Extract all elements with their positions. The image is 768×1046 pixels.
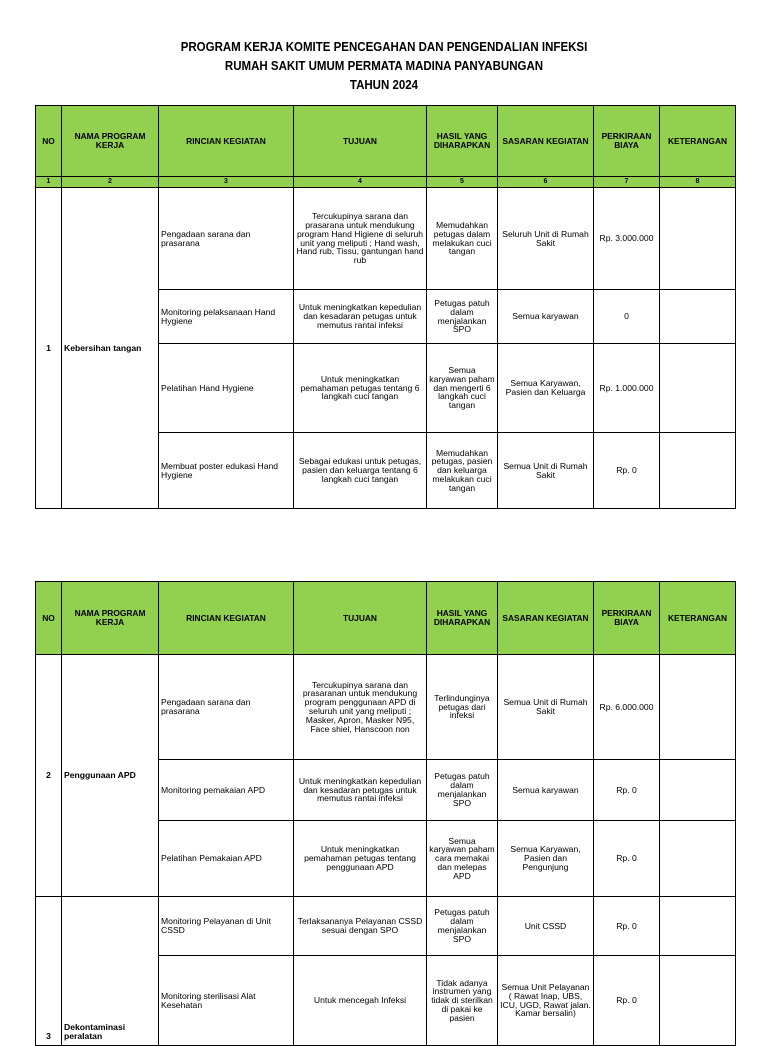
program-no: 2 — [36, 655, 62, 897]
program-name: Dekontaminasi peralatan — [62, 897, 159, 1046]
sasaran-cell: Seluruh Unit di Rumah Sakit — [498, 188, 594, 290]
tujuan-cell: Untuk meningkatkan kepedulian dan kesadaran petugas untuk memutus rantai infeksi — [294, 760, 427, 821]
header-biaya: PERKIRAAN BIAYA — [594, 106, 660, 177]
biaya-cell: Rp. 0 — [594, 956, 660, 1046]
hasil-cell: Tidak adanya instrumen yang tidak di sterilkan di pakai ke pasien — [427, 956, 498, 1046]
header-tujuan: TUJUAN — [294, 582, 427, 655]
header-biaya: PERKIRAAN BIAYA — [594, 582, 660, 655]
keterangan-cell — [660, 956, 736, 1046]
rincian-cell: Monitoring Pelayanan di Unit CSSD — [159, 897, 294, 956]
hasil-cell: Semua karyawan paham cara memakai dan melepas APD — [427, 821, 498, 897]
header-tujuan: TUJUAN — [294, 106, 427, 177]
header-rincian: RINCIAN KEGIATAN — [159, 582, 294, 655]
hasil-cell: Petugas patuh dalam menjalankan SPO — [427, 290, 498, 344]
header-sasaran: SASARAN KEGIATAN — [498, 582, 594, 655]
header-hasil: HASIL YANG DIHARAPKAN — [427, 106, 498, 177]
tujuan-cell: Sebagai edukasi untuk petugas, pasien dan keluarga tentang 6 langkah cuci tangan — [294, 433, 427, 509]
tujuan-cell: Untuk meningkatkan pemahaman petugas tentang 6 langkah cuci tangan — [294, 344, 427, 433]
biaya-cell: Rp. 3.000.000 — [594, 188, 660, 290]
hasil-cell: Memudahkan petugas dalam melakukan cuci tangan — [427, 188, 498, 290]
tujuan-cell: Untuk meningkatkan pemahaman petugas tentang penggunaan APD — [294, 821, 427, 897]
sasaran-cell: Semua Unit di Rumah Sakit — [498, 433, 594, 509]
hasil-cell: Semua karyawan paham dan mengerti 6 langkah cuci tangan — [427, 344, 498, 433]
keterangan-cell — [660, 188, 736, 290]
keterangan-cell — [660, 344, 736, 433]
program-name: Penggunaan APD — [62, 655, 159, 897]
column-number: 4 — [294, 177, 427, 188]
header-nama-program: NAMA PROGRAM KERJA — [62, 106, 159, 177]
rincian-cell: Pengadaan sarana dan prasarana — [159, 655, 294, 760]
tujuan-cell: Terlaksananya Pelayanan CSSD sesuai dengan SPO — [294, 897, 427, 956]
rincian-cell: Monitoring pelaksanaan Hand Hygiene — [159, 290, 294, 344]
sasaran-cell: Unit CSSD — [498, 897, 594, 956]
sasaran-cell: Semua Karyawan, Pasien dan Keluarga — [498, 344, 594, 433]
column-number: 1 — [36, 177, 62, 188]
biaya-cell: Rp. 6.000.000 — [594, 655, 660, 760]
header-row — [36, 582, 736, 655]
rincian-cell: Membuat poster edukasi Hand Hygiene — [159, 433, 294, 509]
tujuan-cell: Tercukupinya sarana dan prasarana untuk mendukung program Hand Higiene di seluruh unit yang meliputi ; Hand wash, Hand rub, Tissu, gantungan hand rub — [294, 188, 427, 290]
hasil-cell: Memudahkan petugas, pasien dan keluarga melakukan cuci tangan — [427, 433, 498, 509]
header-no: NO — [36, 582, 62, 655]
sasaran-cell: Semua Unit Pelayanan ( Rawat Inap, UBS, ICU, UGD, Rawat jalan. Kamar bersalin) — [498, 956, 594, 1046]
biaya-cell: Rp. 0 — [594, 433, 660, 509]
sasaran-cell: Semua Karyawan, Pasien dan Pengunjung — [498, 821, 594, 897]
rincian-cell: Pelatihan Pemakaian APD — [159, 821, 294, 897]
column-number: 3 — [159, 177, 294, 188]
title-line-3: TAHUN 2024 — [349, 78, 419, 92]
title-line-1: PROGRAM KERJA KOMITE PENCEGAHAN DAN PENGENDALIAN INFEKSI — [180, 40, 588, 54]
header-keterangan: KETERANGAN — [660, 106, 736, 177]
column-number: 6 — [498, 177, 594, 188]
table-row — [36, 655, 736, 760]
program-table-2 — [35, 581, 736, 1046]
program-no: 3 — [36, 897, 62, 1046]
rincian-cell: Pengadaan sarana dan prasarana — [159, 188, 294, 290]
biaya-cell: 0 — [594, 290, 660, 344]
column-number: 8 — [660, 177, 736, 188]
biaya-cell: Rp. 1.000.000 — [594, 344, 660, 433]
hasil-cell: Petugas patuh dalam menjalankan SPO — [427, 760, 498, 821]
document-title — [31, 38, 738, 95]
biaya-cell: Rp. 0 — [594, 760, 660, 821]
header-nama-program: NAMA PROGRAM KERJA — [62, 582, 159, 655]
tujuan-cell: Untuk meningkatkan kepedulian dan kesadaran petugas untuk memutus rantai infeksi — [294, 290, 427, 344]
table-row — [36, 188, 736, 290]
sasaran-cell: Semua karyawan — [498, 290, 594, 344]
column-number: 7 — [594, 177, 660, 188]
header-hasil: HASIL YANG DIHARAPKAN — [427, 582, 498, 655]
rincian-cell: Pelatihan Hand Hygiene — [159, 344, 294, 433]
header-sasaran: SASARAN KEGIATAN — [498, 106, 594, 177]
header-row — [36, 106, 736, 177]
hasil-cell: Petugas patuh dalam menjalankan SPO — [427, 897, 498, 956]
rincian-cell: Monitoring sterilisasi Alat Kesehatan — [159, 956, 294, 1046]
column-number: 5 — [427, 177, 498, 188]
column-number: 2 — [62, 177, 159, 188]
keterangan-cell — [660, 821, 736, 897]
header-keterangan: KETERANGAN — [660, 582, 736, 655]
column-number-row — [36, 177, 736, 188]
tujuan-cell: Tercukupinya sarana dan prasaranan untuk mendukung program penggunaan APD di seluruh unit yang meliputi ; Masker, Apron, Masker N95, Face shiel, Hanscoon non — [294, 655, 427, 760]
header-no: NO — [36, 106, 62, 177]
title-line-2: RUMAH SAKIT UMUM PERMATA MADINA PANYABUNGAN — [224, 59, 544, 73]
biaya-cell: Rp. 0 — [594, 897, 660, 956]
sasaran-cell: Semua Unit di Rumah Sakit — [498, 655, 594, 760]
tujuan-cell: Untuk mencegah Infeksi — [294, 956, 427, 1046]
keterangan-cell — [660, 760, 736, 821]
keterangan-cell — [660, 655, 736, 760]
keterangan-cell — [660, 433, 736, 509]
program-table-1 — [35, 105, 736, 509]
biaya-cell: Rp. 0 — [594, 821, 660, 897]
table-row — [36, 897, 736, 956]
header-rincian: RINCIAN KEGIATAN — [159, 106, 294, 177]
program-no: 1 — [36, 188, 62, 509]
sasaran-cell: Semua karyawan — [498, 760, 594, 821]
keterangan-cell — [660, 290, 736, 344]
rincian-cell: Monitoring pemakaian APD — [159, 760, 294, 821]
program-name: Kebersihan tangan — [62, 188, 159, 509]
keterangan-cell — [660, 897, 736, 956]
hasil-cell: Terlindunginya petugas dari infeksi — [427, 655, 498, 760]
